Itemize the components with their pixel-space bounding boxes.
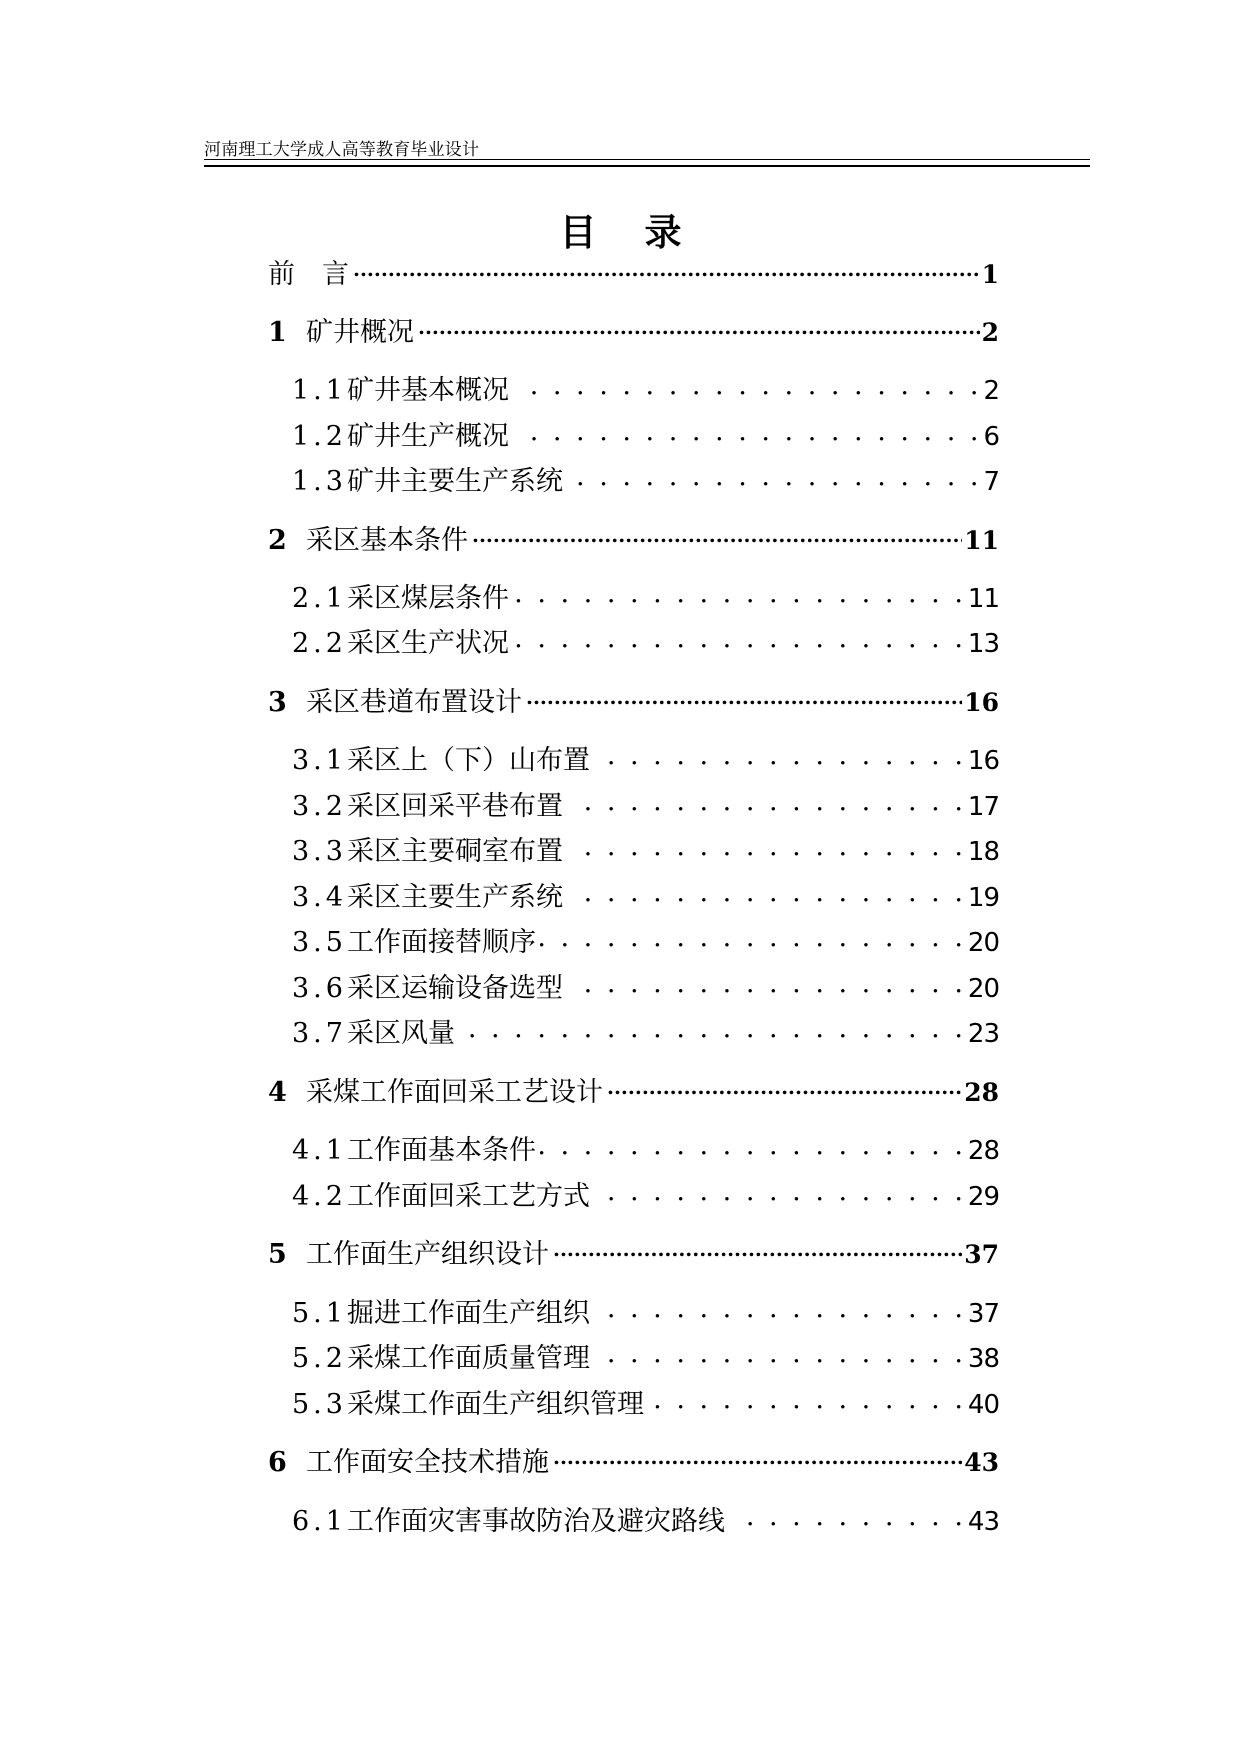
toc-entry-page-number: 18	[967, 837, 999, 867]
toc-entry-label: 工作面生产组织设计	[306, 1239, 549, 1270]
toc-chapter-entry[interactable]	[268, 1440, 999, 1479]
toc-section-entry[interactable]	[292, 459, 999, 498]
toc-entry-label: 采区生产状况	[346, 628, 509, 659]
toc-leader-dots	[607, 1074, 962, 1101]
toc-entry-page-number: 7	[983, 467, 999, 497]
toc-leader-dots	[567, 879, 966, 906]
toc-entry-label: 工作面基本条件	[346, 1135, 536, 1166]
toc-entry-number: 3.1	[292, 745, 347, 776]
toc-entry-page-number: 38	[967, 1344, 999, 1374]
toc-leader-dots	[472, 522, 962, 549]
toc-entry-label: 采煤工作面生产组织管理	[346, 1389, 644, 1420]
toc-entry-label: 采区巷道布置设计	[306, 687, 522, 718]
toc-entry-number: 3.2	[292, 791, 347, 822]
toc-entry-number: 1.1	[292, 375, 347, 406]
toc-entry-page-number: 11	[967, 584, 999, 614]
toc-leader-dots	[418, 314, 980, 341]
toc-entry-label: 前 言	[268, 259, 349, 290]
toc-section-entry[interactable]	[292, 1291, 999, 1330]
toc-chapter-entry[interactable]	[268, 518, 999, 557]
toc-leader-dots	[729, 1503, 966, 1530]
toc-section-entry[interactable]	[292, 920, 999, 959]
toc-entry-label: 采区主要生产系统	[346, 882, 563, 913]
toc-entry-page-number: 16	[964, 688, 999, 717]
toc-entry-number: 3.7	[292, 1018, 347, 1049]
toc-leader-dots	[594, 1340, 966, 1367]
toc-entry-label: 采区基本条件	[306, 525, 468, 556]
toc-section-entry[interactable]	[292, 414, 999, 453]
toc-entry-page-number: 20	[967, 974, 999, 1004]
toc-section-entry[interactable]	[292, 576, 999, 615]
toc-entry-label: 工作面安全技术措施	[306, 1447, 549, 1478]
toc-leader-dots	[526, 684, 962, 711]
toc-chapter-entry[interactable]	[268, 252, 999, 291]
toc-leader-dots	[648, 1386, 966, 1413]
toc-entry-number: 2.2	[292, 628, 347, 659]
toc-entry-number: 4	[268, 1077, 287, 1108]
toc-title: 目录	[559, 210, 730, 254]
toc-section-entry[interactable]	[292, 738, 999, 777]
toc-entry-label: 采区煤层条件	[346, 583, 509, 614]
toc-entry-label: 采区主要硐室布置	[346, 836, 563, 867]
toc-entry-page-number: 11	[964, 526, 999, 555]
toc-leader-dots	[553, 1444, 962, 1471]
toc-entry-label: 采区运输设备选型	[346, 973, 563, 1004]
toc-chapter-entry[interactable]	[268, 310, 999, 349]
toc-entry-page-number: 37	[964, 1240, 999, 1269]
toc-section-entry[interactable]	[292, 966, 999, 1005]
toc-entry-number: 1.2	[292, 421, 347, 452]
toc-entry-label: 工作面灾害事故防治及避灾路线	[346, 1506, 725, 1537]
toc-entry-page-number: 29	[967, 1182, 999, 1212]
running-header: 河南理工大学成人高等教育毕业设计	[204, 140, 480, 160]
toc-entry-page-number: 6	[983, 422, 999, 452]
toc-leader-dots	[540, 1132, 966, 1159]
toc-entry-page-number: 16	[967, 746, 999, 776]
toc-entry-page-number: 43	[967, 1507, 999, 1537]
toc-entry-label: 采区风量	[346, 1018, 455, 1049]
toc-leader-dots	[594, 1295, 966, 1322]
toc-chapter-entry[interactable]	[268, 1070, 999, 1109]
toc-leader-dots	[513, 580, 966, 607]
toc-entry-number: 1.3	[292, 466, 347, 497]
toc-entry-number: 6.1	[292, 1506, 347, 1537]
toc-entry-number: 3.5	[292, 927, 347, 958]
toc-entry-page-number: 17	[967, 792, 999, 822]
toc-section-entry[interactable]	[292, 784, 999, 823]
toc-leader-dots	[594, 1178, 966, 1205]
toc-entry-label: 采煤工作面回采工艺设计	[306, 1077, 603, 1108]
toc-entry-page-number: 28	[964, 1078, 999, 1107]
toc-entry-label: 采煤工作面质量管理	[346, 1343, 590, 1374]
toc-leader-dots	[567, 833, 966, 860]
toc-entry-number: 3.3	[292, 836, 347, 867]
toc-section-entry[interactable]	[292, 1011, 999, 1050]
toc-entry-label: 采区上（下）山布置	[346, 745, 590, 776]
toc-entry-page-number: 20	[967, 928, 999, 958]
toc-entry-number: 6	[268, 1447, 287, 1478]
toc-leader-dots	[459, 1015, 966, 1042]
toc-leader-dots	[567, 788, 966, 815]
toc-section-entry[interactable]	[292, 829, 999, 868]
toc-section-entry[interactable]	[292, 1382, 999, 1421]
toc-entry-number: 3.6	[292, 973, 347, 1004]
toc-entry-label: 工作面接替顺序	[346, 927, 536, 958]
toc-entry-page-number: 28	[967, 1136, 999, 1166]
toc-section-entry[interactable]	[292, 1128, 999, 1167]
toc-entry-number: 3	[268, 687, 287, 718]
toc-entry-label: 矿井概况	[306, 317, 414, 348]
toc-entry-label: 掘进工作面生产组织	[346, 1298, 590, 1329]
toc-leader-dots	[353, 256, 980, 283]
toc-section-entry[interactable]	[292, 368, 999, 407]
toc-entry-number: 4.1	[292, 1135, 347, 1166]
toc-entry-number: 1	[268, 317, 287, 348]
toc-leader-dots	[540, 924, 966, 951]
toc-leader-dots	[567, 463, 982, 490]
toc-entry-page-number: 19	[967, 883, 999, 913]
toc-section-entry[interactable]	[292, 1174, 999, 1213]
toc-entry-number: 5.1	[292, 1298, 347, 1329]
toc-entry-number: 4.2	[292, 1181, 347, 1212]
toc-entry-number: 2	[268, 525, 287, 556]
toc-entry-page-number: 2	[981, 318, 999, 347]
toc-entry-number: 5.3	[292, 1389, 347, 1420]
toc-entry-number: 2.1	[292, 583, 347, 614]
toc-entry-label: 矿井生产概况	[346, 421, 509, 452]
toc-entry-page-number: 13	[967, 629, 999, 659]
toc-section-entry[interactable]	[292, 1499, 999, 1538]
toc-entry-label: 工作面回采工艺方式	[346, 1181, 590, 1212]
toc-entry-label: 矿井主要生产系统	[346, 466, 563, 497]
toc-entry-number: 5.2	[292, 1343, 347, 1374]
toc-section-entry[interactable]	[292, 875, 999, 914]
toc-entry-label: 采区回采平巷布置	[346, 791, 563, 822]
toc-entry-number: 3.4	[292, 882, 347, 913]
toc-entry-page-number: 43	[964, 1448, 999, 1477]
toc-chapter-entry[interactable]	[268, 1232, 999, 1271]
toc-entry-page-number: 2	[983, 376, 999, 406]
toc-chapter-entry[interactable]	[268, 680, 999, 719]
toc-leader-dots	[513, 372, 982, 399]
toc-section-entry[interactable]	[292, 1336, 999, 1375]
toc-section-entry[interactable]	[292, 621, 999, 660]
toc-entry-page-number: 37	[967, 1299, 999, 1329]
toc-leader-dots	[553, 1236, 962, 1263]
toc-leader-dots	[513, 418, 982, 445]
toc-entry-number: 5	[268, 1239, 287, 1270]
toc-entry-page-number: 23	[967, 1019, 999, 1049]
toc-entry-page-number: 1	[981, 260, 999, 289]
toc-leader-dots	[594, 742, 966, 769]
toc-entry-label: 矿井基本概况	[346, 375, 509, 406]
toc-leader-dots	[513, 625, 966, 652]
toc-leader-dots	[567, 970, 966, 997]
toc-entry-page-number: 40	[967, 1390, 999, 1420]
